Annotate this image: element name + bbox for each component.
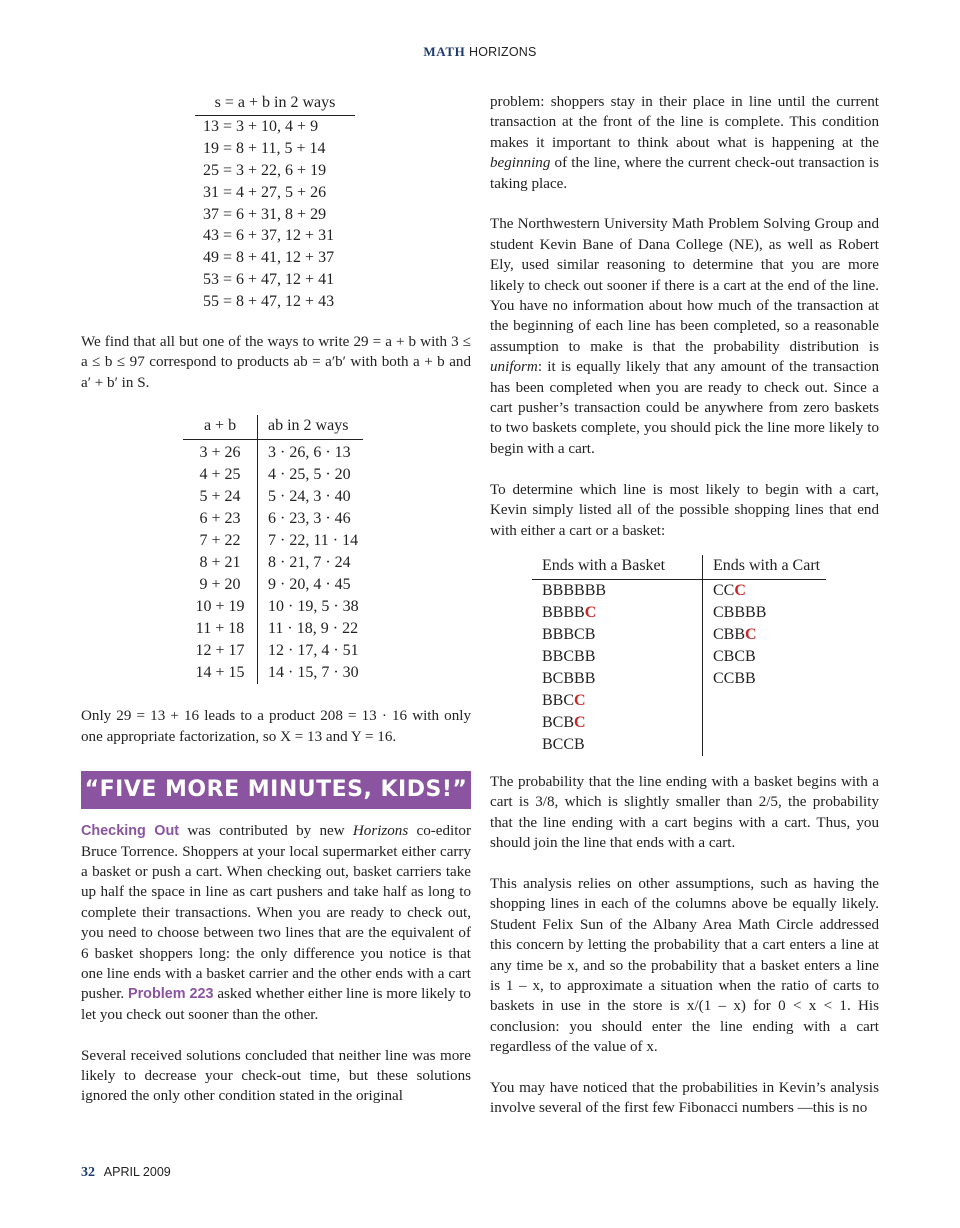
table-row (532, 579, 826, 602)
products-table (183, 415, 363, 684)
table-cell: 4 · 25, 5 · 20 (268, 466, 351, 484)
table-row (183, 596, 363, 618)
page-number: 32 (81, 1165, 95, 1180)
table-cell: CBBBB (713, 603, 767, 621)
table-row: 49 = 8 + 41, 12 + 37 (203, 249, 335, 267)
paragraph: Only 29 = 13 + 16 leads to a product 208 = 13 · 16 with only one appropriate factorization, so X = 13 and Y = 16. (81, 708, 471, 745)
left-column (81, 92, 471, 1107)
table-cell: BCBBB (532, 668, 703, 690)
table-cell: 10 · 19, 5 · 38 (268, 598, 359, 616)
table-row (532, 668, 826, 690)
table-cell: 9 · 20, 4 · 45 (268, 576, 351, 594)
table-row (532, 646, 826, 668)
table-cell: CCC (713, 581, 746, 599)
table-cell (703, 690, 827, 712)
highlighted-cart-letter: C (745, 625, 757, 643)
table-row (532, 734, 826, 756)
table-row (183, 662, 363, 684)
issue-date: APRIL 2009 (103, 1165, 171, 1179)
table-row (183, 530, 363, 552)
table-cell: BCCB (532, 734, 703, 756)
table-cell: 3 · 26, 6 · 13 (268, 444, 351, 462)
table-cell: 8 + 21 (183, 552, 258, 574)
table-cell: BBCBB (532, 646, 703, 668)
table-row (183, 574, 363, 596)
table-header: ab in 2 ways (258, 415, 363, 440)
table-header: Ends with a Basket (532, 555, 703, 580)
right-column (490, 92, 879, 1119)
table-row (532, 690, 826, 712)
paragraph: To determine which line is most likely to begin with a cart, Kevin simply listed all of the possible shopping lines that end with either a cart or a basket: (490, 481, 879, 539)
table-cell: 11 + 18 (183, 618, 258, 640)
table-cell: 14 + 15 (183, 662, 258, 684)
table-cell: 12 + 17 (183, 640, 258, 662)
sum-ways-table (195, 92, 355, 313)
table-row (183, 440, 363, 465)
table-row (532, 624, 826, 646)
table-cell: 14 · 15, 7 · 30 (268, 664, 359, 682)
table-cell: 7 + 22 (183, 530, 258, 552)
paragraph: Checking Out was contributed by new Horizons co-editor Bruce Torrence. Shoppers at your local supermarket either carry a basket or push a cart. When checking out, basket carriers take up half the space in line as cart pushers and take half as long to complete their transactions. When you are ready to check out, you need to choose between two lines that are the equivalent of 6 basket shoppers long: the only difference you notice is that one line ends with a basket carrier and the other ends with a cart pusher. Problem 223 asked whether either line is more likely to let you check out sooner than the other. (81, 823, 471, 1023)
table-row: 53 = 6 + 47, 12 + 41 (203, 271, 335, 289)
table-cell: 8 · 21, 7 · 24 (268, 554, 351, 572)
table-row: 55 = 8 + 47, 12 + 43 (203, 293, 335, 311)
table-row (183, 508, 363, 530)
table-body (195, 116, 355, 313)
table-cell: 12 · 17, 4 · 51 (268, 642, 359, 660)
highlight-term: Problem 223 (127, 986, 214, 1003)
page-footer (81, 1165, 171, 1181)
highlight-term: Checking Out (81, 823, 180, 840)
shopping-lines-table (532, 555, 826, 756)
table-cell: BBCC (532, 690, 703, 712)
table-row (183, 640, 363, 662)
running-header (0, 44, 960, 60)
paragraph: problem: shoppers stay in their place in line until the current transaction at the front of the line is complete. This condition makes it important to think about what is happening at the beginning of the line, where the current check-out transaction is taking place. (490, 94, 879, 192)
table-row: 31 = 4 + 27, 5 + 26 (203, 183, 327, 201)
table-cell: CCBB (713, 669, 756, 687)
paragraph: We find that all but one of the ways to write 29 = a + b with 3 ≤ a ≤ b ≤ 97 correspond to products ab = a′b′ with both a + b and a′ + b′ in S. (81, 334, 471, 391)
magazine-name-rest: HORIZONS (469, 45, 537, 59)
paragraph: Several received solutions concluded that neither line was more likely to decrease your check-out time, but these solutions ignored the only other condition stated in the original (81, 1047, 471, 1105)
table-cell: 6 · 23, 3 · 46 (268, 510, 351, 528)
table-row (183, 486, 363, 508)
table-cell: CBCB (713, 647, 756, 665)
table-header: a + b (183, 415, 258, 440)
table-cell: 5 · 24, 3 · 40 (268, 488, 351, 506)
table-row (183, 618, 363, 640)
table-cell: 6 + 23 (183, 508, 258, 530)
table-row (532, 712, 826, 734)
table-row: 37 = 6 + 31, 8 + 29 (203, 205, 327, 223)
table-row (183, 552, 363, 574)
table-row: 43 = 6 + 37, 12 + 31 (203, 227, 335, 245)
table-cell: BBBBBB (532, 579, 703, 602)
table-row (532, 602, 826, 624)
paragraph: The Northwestern University Math Problem Solving Group and student Kevin Bane of Dana College (NE), as well as Robert Ely, used similar reasoning to determine that you are more likely to check out sooner if there is a cart at the end of the line. You have no information about how much of the transaction at the beginning of each line has been completed, so a reasonable assumption to make is that the probability distribution is uniform: it is equally likely that any amount of the transaction has been completed when you are ready to check out. Since a cart pusher’s transaction could be anywhere from zero baskets to two baskets complete, you should pick the line more likely to begin with a cart. (490, 216, 879, 457)
table-row: 19 = 8 + 11, 5 + 14 (203, 139, 326, 157)
paragraph: You may have noticed that the probabilities in Kevin’s analysis involve several of the first few Fibonacci numbers —this is no (490, 1079, 879, 1117)
table-cell: 9 + 20 (183, 574, 258, 596)
table-cell: 5 + 24 (183, 486, 258, 508)
table-cell: BBBBC (532, 602, 703, 624)
table-cell: 3 + 26 (183, 440, 258, 465)
paragraph: The probability that the line ending with a basket begins with a cart is 3/8, which is slightly smaller than 2/5, the probability that the line ending with a cart begins with a cart. Thus, you should join the line that ends with a cart. (490, 773, 879, 852)
table-cell: 4 + 25 (183, 464, 258, 486)
magazine-name-math: MATH (423, 44, 466, 59)
table-cell (703, 712, 827, 734)
table-header: s = a + b in 2 ways (195, 92, 355, 116)
table-cell: BCBC (532, 712, 703, 734)
table-header: Ends with a Cart (703, 555, 827, 580)
table-cell: 11 · 18, 9 · 22 (268, 620, 359, 638)
highlighted-cart-letter: C (584, 603, 597, 621)
table-cell: 7 · 22, 11 · 14 (268, 532, 359, 550)
table-cell (703, 734, 827, 756)
highlighted-cart-letter: C (574, 713, 586, 731)
section-banner: “FIVE MORE MINUTES, KIDS!” (81, 771, 471, 809)
table-cell: CBBC (713, 625, 757, 643)
table-row (183, 464, 363, 486)
highlighted-cart-letter: C (574, 691, 586, 709)
highlighted-cart-letter: C (734, 581, 746, 599)
paragraph: This analysis relies on other assumptions, such as having the shopping lines in each of the columns above be equally likely. Student Felix Sun of the Albany Area Math Circle addressed this concern by letting the probability that a cart enters a line at any time be x, and so the probability that a basket enters a line is 1 – x, to approximate a situation when the ratio of carts to baskets in use in the store is x/(1 – x) for 0 < x < 1. His conclusion: you should enter the line ending with a cart regardless of the value of x. (490, 875, 879, 1056)
table-row: 25 = 3 + 22, 6 + 19 (203, 161, 327, 179)
table-cell: BBBCB (532, 624, 703, 646)
table-cell: 10 + 19 (183, 596, 258, 618)
table-row: 13 = 3 + 10, 4 + 9 (203, 117, 319, 135)
